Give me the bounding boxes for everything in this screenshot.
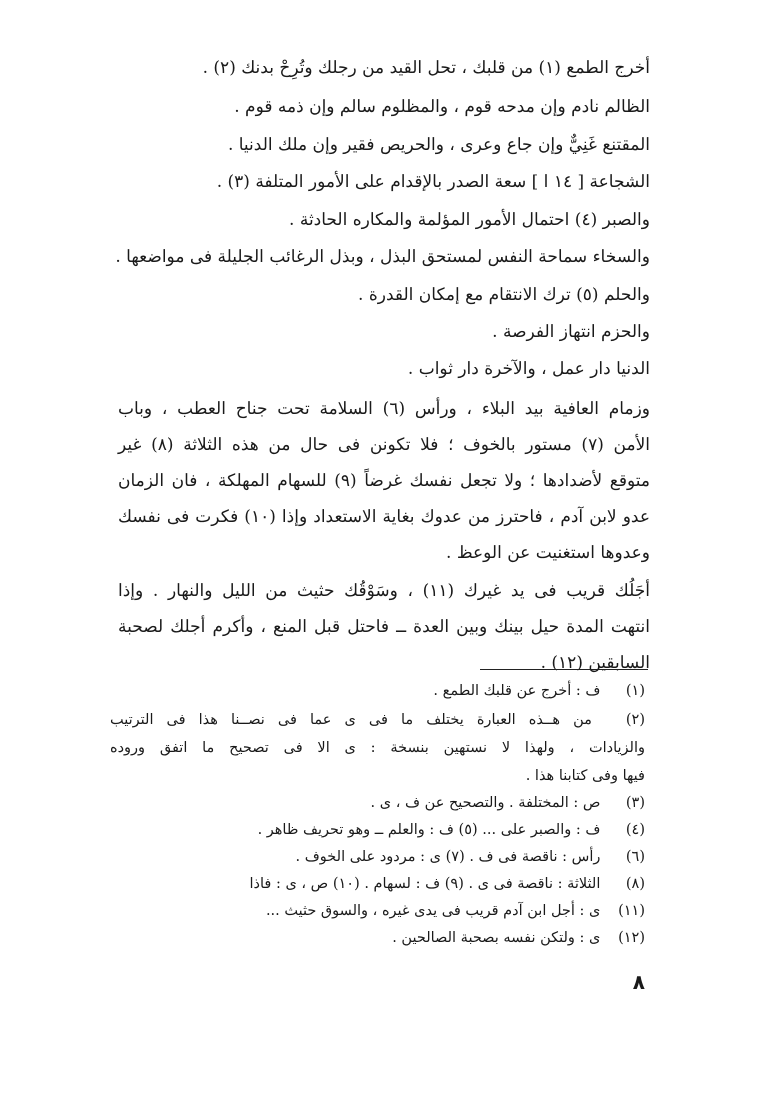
footnote-text: الثلاثة : ناقصة فى ى . (٩) ف : لسهام . (١٠) ص ، ى : فاذا — [249, 876, 601, 892]
footnote-text: ص : المختلفة . والتصحيح عن ف ، ى . — [370, 795, 601, 811]
body-line: الدنيا دار عمل ، والآخرة دار ثواب . — [407, 359, 650, 379]
footnote-text: ف : أخرج عن قلبك الطمع . — [433, 683, 601, 699]
footnote-text: ى : أجل ابن آدم قريب فى يدى غيره ، والسوق حثيث ... — [265, 903, 601, 919]
body-line: وعدوها استغنيت عن الوعظ . — [446, 543, 650, 563]
footnote-number: (٦) — [625, 849, 645, 865]
footnote-text: فيها وفى كتابنا هذا . — [525, 768, 645, 784]
footnote-number: (٨) — [625, 876, 645, 892]
footnote — [110, 706, 645, 734]
body-line: والسخاء سماحة النفس لمستحق البذل ، وبذل الرغائب الجليلة فى مواضعها . — [115, 247, 650, 267]
footnote — [110, 870, 645, 898]
footnote-continuation — [110, 734, 645, 762]
body-line: الأمن (٧) مستور بالخوف ؛ فلا تكونن فى حال من هذه الثلاثة (٨) غير — [118, 435, 650, 455]
body-line: الشجاعة [ ١٤ ا ] سعة الصدر بالإقدام على الأمور المتلفة (٣) . — [216, 172, 650, 192]
body-line: المقتنع غَنِيٌّ وإن جاع وعرى ، والحريص فقير وإن ملك الدنيا . — [227, 135, 650, 155]
footnote-number: (١١) — [618, 903, 645, 919]
footnote — [110, 677, 645, 705]
body-line: عدو لابن آدم ، فاحترز من عدوك بغاية الاستعداد وإذا (١٠) فكرت فى نفسك — [118, 507, 650, 527]
footnote-number: (١٢) — [618, 930, 645, 946]
footnote-continuation — [110, 762, 645, 790]
footnote — [110, 816, 645, 844]
footnote-text: ف : والصبر على ... (٥) ف : والعلم ــ وهو تحريف ظاهر . — [257, 822, 601, 838]
body-line: وزمام العافية بيد البلاء ، ورأس (٦) السلامة تحت جناح العطب ، وباب — [118, 399, 651, 419]
footnote-text: والزيادات ، ولهذا لا نستهين بنسخة : ى الا فى تصحيح ما اتفق وروده — [110, 740, 645, 756]
footnote-number: (٤) — [625, 822, 645, 838]
footnote-text: من هــذه العبارة يختلف ما فى ى عما فى نصــنا هذا فى الترتيب — [110, 712, 592, 728]
footnote — [110, 789, 645, 817]
footnote — [110, 897, 645, 925]
body-line: السابقين (١٢) . — [540, 653, 650, 673]
body-line: انتهت المدة حيل بينك وبين العدة ــ فاحتل قبل المنع ، وأكرم أجلك لصحبة — [118, 617, 650, 637]
body-line: الظالم نادم وإن مدحه قوم ، والمظلوم سالم وإن ذمه قوم . — [234, 97, 650, 117]
body-line: والحلم (٥) ترك الانتقام مع إمكان القدرة . — [358, 285, 650, 305]
footnote-text: ى : ولتكن نفسه بصحبة الصالحين . — [392, 930, 601, 946]
footnote-number: (٢) — [625, 712, 646, 728]
footnote-text: رأس : ناقصة فى ف . (٧) ى : مردود على الخوف . — [295, 849, 601, 865]
body-line: والصبر (٤) احتمال الأمور المؤلمة والمكاره الحادثة . — [289, 210, 650, 230]
footnote-separator — [480, 669, 648, 670]
page-number: ٨ — [632, 970, 645, 994]
body-line: متوقع لأضدادها ؛ ولا تجعل نفسك غرضاً (٩) للسهام المهلكة ، فان الزمان — [118, 471, 650, 491]
body-line: أخرج الطمع (١) من قلبك ، تحل القيد من رجلك وتُرِحْ بدنك (٢) . — [202, 58, 650, 78]
footnote — [110, 924, 645, 952]
footnote — [110, 843, 645, 871]
body-line: أجَلُك قريب فى يد غيرك (١١) ، وسَوْقُك حثيث من الليل والنهار . وإذا — [118, 581, 650, 601]
body-line: والحزم انتهاز الفرصة . — [492, 322, 650, 342]
footnote-number: (٣) — [625, 795, 645, 811]
footnote-number: (١) — [625, 683, 645, 699]
